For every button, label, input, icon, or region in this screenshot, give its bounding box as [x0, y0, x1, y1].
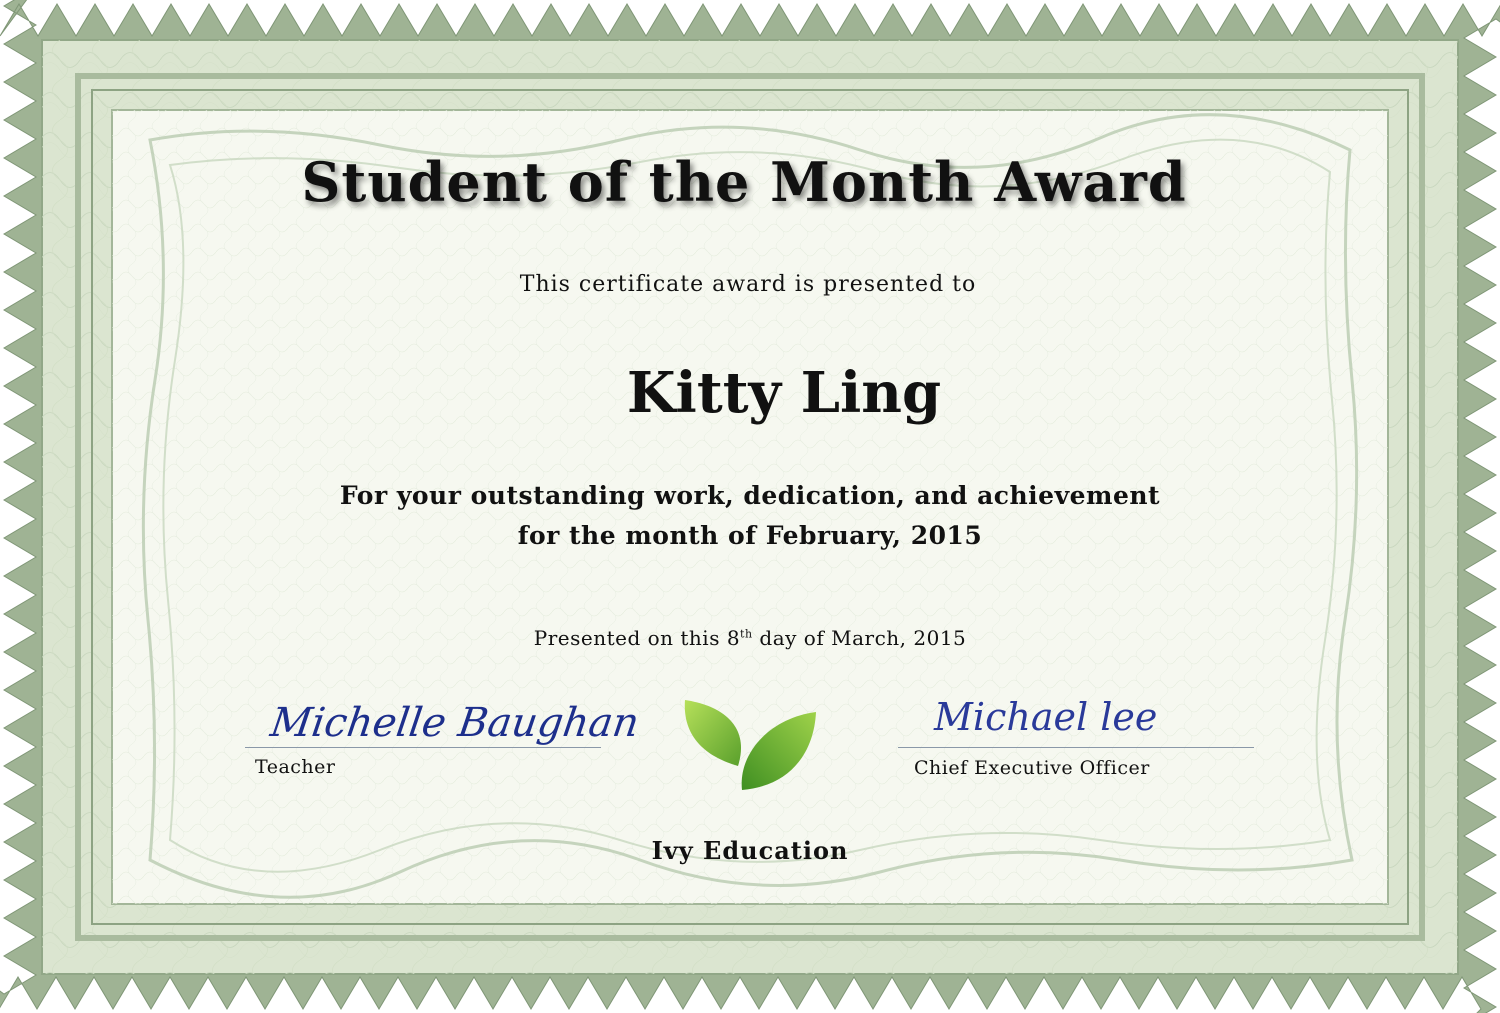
ceo-signature: Michael lee — [934, 695, 1158, 739]
presented-to-text: This certificate award is presented to — [519, 272, 977, 297]
date-ordinal-suffix: th — [740, 627, 753, 641]
presented-on-prefix: Presented on this 8 — [533, 626, 741, 650]
ceo-title: Chief Executive Officer — [914, 757, 1150, 779]
presented-on-date — [0, 626, 1500, 650]
ceo-signature-line — [898, 747, 1254, 748]
organization-name: Ivy Education — [651, 836, 849, 865]
teacher-signature-block — [245, 700, 642, 778]
teacher-signature-line — [245, 747, 601, 748]
presented-on-rest: day of March, 2015 — [752, 626, 967, 650]
leaf-logo-icon — [680, 698, 820, 793]
teacher-signature: Michelle Baughan — [267, 700, 642, 746]
certificate-title: Student of the Month Award — [301, 150, 1187, 214]
award-reason-line-1: For your outstanding work, dedication, and achievement — [339, 481, 1161, 510]
award-reason — [0, 476, 1500, 556]
award-reason-line-2: for the month of February, 2015 — [517, 521, 983, 550]
ceo-signature-block — [898, 695, 1254, 779]
teacher-title: Teacher — [255, 756, 336, 778]
recipient-name: Kitty Ling — [626, 360, 942, 426]
